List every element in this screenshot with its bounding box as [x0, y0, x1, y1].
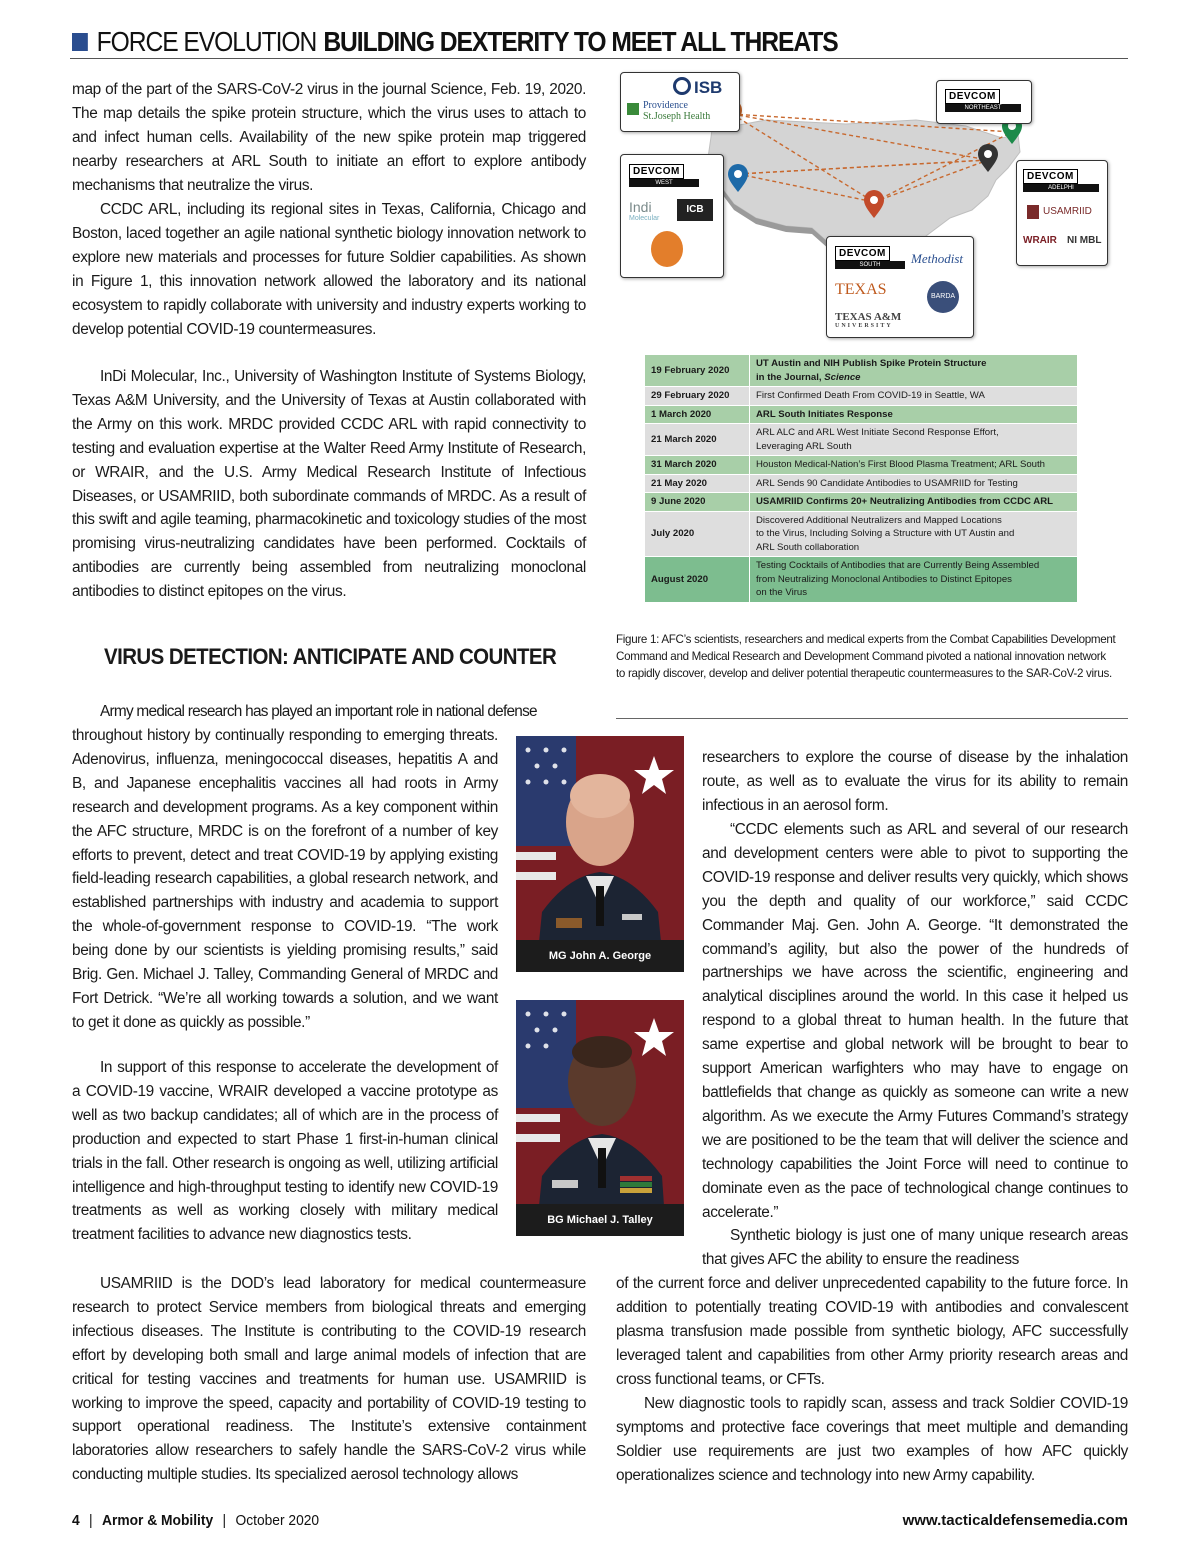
timeline-event-line: from Neutralizing Monoclonal Antibodies to Distinct Epitopes [756, 573, 1012, 585]
timeline-event-line: ARL ALC and ARL West Initiate Second Response Effort, [756, 427, 999, 438]
usamriid-logo: USAMRIID [1043, 206, 1092, 217]
body-paragraph-1: map of the part of the SARS-CoV-2 virus in the journal Science, Feb. 19, 2020. The map details the spike protein structure, which the virus uses to attach to and infect human cells. Availability of the new spike protein map triggered nearby researchers at ARL South to initiate an effort to explore antibody mechanisms that neutralize the virus. [72, 81, 586, 194]
texas-logo: TEXAS [835, 281, 887, 298]
portrait-john-george-image [516, 736, 684, 972]
devcom-west-logo: DEVCOM WEST [629, 161, 699, 187]
section-heading: VIRUS DETECTION: ANTICIPATE AND COUNTER [104, 644, 557, 669]
issue-date: October 2020 [235, 1512, 320, 1529]
methodist-logo: Methodist [911, 251, 963, 266]
header-rule [70, 58, 1128, 59]
timeline-event [750, 424, 1078, 456]
photo-michael-talley [516, 1000, 684, 1236]
timeline-event-line: in the Journal, Science [756, 371, 861, 383]
timeline-date: August 2020 [645, 557, 750, 603]
timeline-event-line: ARL South collaboration [756, 541, 860, 553]
body-paragraph-3: InDi Molecular, Inc., University of Washington Institute of Systems Biology, Texas A&M University, and the University of Texas at Austin collaborated with the Army on this work. MRDC provided CCDC ARL with rapid connectivity to testing and evaluation expertise at the Walter Reed Army Institute of Research, or WRAIR, and the U.S. Army Medical Research Institute of Infectious Diseases, or USAMRIID, both subordinate commands of MRDC. As a result of this swift and agile teaming, pharmacokinetic and toxicology studies of the most promising virus-neutralizing candidates have been performed. Cocktails of antibodies are currently being assembled from neutralizing monoclonal antibodies to distinct epitopes on the virus. [72, 368, 586, 601]
timeline-event-line: First Confirmed Death From COVID-19 in Seattle, WA [756, 390, 985, 401]
barda-seal: BARDA [927, 281, 959, 313]
logo-box-devcom-west [620, 154, 724, 278]
journal-name: Science [824, 371, 861, 383]
timeline-row [645, 557, 1078, 603]
timeline-event-line: ARL South Initiates Response [756, 408, 893, 420]
timeline-date: 29 February 2020 [645, 387, 750, 406]
timeline-event-line: USAMRIID Confirms 20+ Neutralizing Antibodies from CCDC ARL [756, 496, 1053, 507]
timeline-date: 1 March 2020 [645, 405, 750, 424]
magazine-name: Armor & Mobility [101, 1512, 214, 1529]
timeline-event [750, 493, 1078, 512]
isb-logo-icon [673, 77, 691, 95]
section-paragraph-3: USAMRIID is the DOD’s lead laboratory for medical countermeasure research to protect Service members from biological threats and emerging infectious diseases. The Institute is contributing to the COVID-19 research effort by developing both small and large animal models of infection that are critical for testing vaccines and treatments for human use. USAMRIID is working to improve the speed, capacity and portability of COVID-19 testing to support operational readiness. The Institute’s extensive containment laboratories allow researchers to safely handle the SARS-CoV-2 virus while conducting multiple studies. Its specialized aerosol technology allows [72, 1275, 586, 1484]
logo-box-devcom-south [826, 236, 974, 338]
timeline-date: July 2020 [645, 511, 750, 557]
timeline-row [645, 474, 1078, 493]
timeline-row [645, 456, 1078, 475]
timeline-event-line: Discovered Additional Neutralizers and Mapped Locations [756, 514, 1002, 526]
timeline-row [645, 355, 1078, 387]
timeline-event-line: Houston Medical-Nation’s First Blood Plasma Treatment; ARL South [756, 459, 1046, 470]
indi-logo: Indi Molecular [629, 199, 660, 222]
timeline-event [750, 387, 1078, 406]
timeline-event-line: Testing Cocktails of Antibodies that are Currently Being Assembled [756, 560, 1040, 571]
timeline-row [645, 493, 1078, 512]
photo-john-george [516, 736, 684, 972]
texas-am-logo: TEXAS A&M UNIVERSITY [835, 311, 902, 329]
timeline-event-line: to the Virus, Including Solving a Structure with UT Austin and [756, 528, 1015, 539]
timeline-date: 21 March 2020 [645, 424, 750, 456]
right-paragraph-3: of the current force and deliver unprecedented capability to the future force. In addition to potentially treating COVID-19 with antibodies and convalescent plasma transfusion made possible from synthetic biology, AFC successfully leveraged talent and capabilities from other Army priority research areas and cross functional teams, or CFTs. [616, 1275, 1128, 1388]
header-section: FORCE EVOLUTION [96, 26, 317, 57]
isb-logo: ISB [673, 77, 722, 98]
section-paragraph-1-line-1: Army medical research has played an important role in national defense [100, 703, 537, 720]
timeline-table [644, 354, 1078, 603]
icb-logo: ICB [677, 199, 713, 221]
footer-left [72, 1512, 319, 1529]
timeline-event-line: on the Virus [756, 587, 808, 598]
right-paragraph-2: “CCDC elements such as ARL and several of our research and development centers were able to pivot to supporting the COVID-19 response and deliver results very quickly, which shows you the depth and quality of our workforce,” said CCDC Commander Maj. Gen. John A. George. “It demonstrated the command’s agility, but also the power of the hundreds of partnerships we have across the scientific, engineering and analytical disciplines around the world. In this case it helped us respond to a global threat to human health. In the future that same expertise and global network will be brought to bear to support American warfighters who may have to engage on battlefields that change as quickly as someone can write a new algorithm. As we execute the Army Futures Command’s strategy we are positioned to be the team that will deliver the science and technology capabilities the Joint Force will need to continue to dominate even as the pace of technological change continues to accelerate.” [702, 821, 1128, 1221]
timeline-event-line: ARL Sends 90 Candidate Antibodies to USAMRIID for Testing [756, 477, 1018, 489]
timeline-row [645, 405, 1078, 424]
timeline-event [750, 405, 1078, 424]
usamriid-shield-icon [1027, 205, 1039, 219]
page-header [72, 24, 838, 60]
section-paragraph-2: In support of this response to accelerate the development of a COVID-19 vaccine, WRAIR developed a vaccine prototype as well as two backup candidates; all of which are in the process of production and expected to start Phase 1 first-in-human clinical trials in the fall. Other research is ongoing as well, utilizing artificial intelligence and high-throughput testing to identify new COVID-19 treatments as well as working closely with military medical treatment facilities to advance new diagnostics tests. [72, 1059, 498, 1244]
timeline-event [750, 474, 1078, 493]
logo-box-devcom-adelphi [1016, 160, 1108, 266]
timeline-date: 19 February 2020 [645, 355, 750, 387]
providence-logo: Providence St.Joseph Health [643, 100, 711, 122]
figure-map [616, 68, 1112, 346]
footer-separator: | [89, 1512, 93, 1529]
providence-cross-icon [627, 103, 639, 115]
figure-caption: Figure 1: AFC’s scientists, researchers and medical experts from the Combat Capabilities Development Command and Medical Research and Development Command pivoted a national innovation network to rapidly discover, develop and deliver potential therapeutic countermeasures to the SAR-CoV-2 virus. [616, 633, 1116, 680]
footer-separator: | [222, 1512, 227, 1529]
timeline-row [645, 511, 1078, 557]
timeline-date: 21 May 2020 [645, 474, 750, 493]
timeline-date: 9 June 2020 [645, 493, 750, 512]
header-title: BUILDING DEXTERITY TO MEET ALL THREATS [323, 26, 838, 57]
nimbl-logo: NI MBL [1067, 235, 1102, 246]
website-link[interactable]: www.tacticaldefensemedia.com [902, 1512, 1128, 1529]
devcom-adelphi-logo: DEVCOM ADELPHI [1023, 166, 1099, 192]
logo-box-devcom-northeast [936, 80, 1032, 124]
right-paragraph-1: researchers to explore the course of disease by the inhalation route, as well as to evaluate the virus for its ability to remain infectious in an aerosol form. [702, 749, 1128, 814]
timeline-event [750, 355, 1078, 387]
photo-caption: MG John A. George [516, 940, 684, 972]
timeline-event-line: UT Austin and NIH Publish Spike Protein Structure [756, 358, 987, 369]
timeline-event-line: Leveraging ARL South [756, 440, 852, 452]
body-paragraph-2: CCDC ARL, including its regional sites in Texas, California, Chicago and Boston, laced together an agile national synthetic biology innovation network to explore new materials and processes for future Soldier capabilities. As shown in Figure 1, this innovation network allowed the laboratory and its national ecosystem to rapidly collaborate with university and industry experts working to develop potential COVID-19 countermeasures. [72, 201, 586, 338]
portrait-michael-talley-image [516, 1000, 684, 1236]
timeline-date: 31 March 2020 [645, 456, 750, 475]
wrair-logo: WRAIR [1023, 235, 1057, 246]
page-number: 4 [72, 1512, 80, 1529]
timeline-event [750, 557, 1078, 603]
timeline-row [645, 387, 1078, 406]
header-square-icon [72, 33, 88, 51]
devcom-northeast-logo: DEVCOM NORTHEAST [945, 86, 1021, 112]
right-paragraph-3-start: Synthetic biology is just one of many unique research areas that gives AFC the ability to ensure the readiness [702, 1227, 1128, 1268]
logo-box-isb-providence [620, 72, 740, 132]
timeline-event [750, 456, 1078, 475]
timeline-row [645, 424, 1078, 456]
timeline-event [750, 511, 1078, 557]
photo-caption: BG Michael J. Talley [516, 1204, 684, 1236]
devcom-south-logo: DEVCOM SOUTH [835, 243, 905, 269]
right-paragraph-4: New diagnostic tools to rapidly scan, assess and track Soldier COVID-19 symptoms and protective face coverings that meet multiple and demanding Soldier use requirements are just two examples of how AFC quickly operationalizes science and technology into new Army capability. [616, 1395, 1128, 1484]
section-paragraph-1: throughout history by continually responding to emerging threats. Adenovirus, influenza, meningococcal diseases, hepatitis A and B, and Japanese encephalitis vaccines all had roots in Army research and development programs. As a key component within the AFC structure, MRDC is on the forefront of a number of key efforts to prevent, detect and treat COVID-19 by applying existing field-leading research capabilities, a global research network, and established partnerships with industry and academia to support the whole-of-government response to COVID-19. “The work being done by our scientists is yielding promising results,” said Brig. Gen. Michael J. Talley, Commanding General of MRDC and Fort Detrick. “We’re all working towards a solution, and we want to get it done as quickly as possible.” [72, 727, 498, 1031]
figure-rule [616, 718, 1128, 719]
university-seal-icon [651, 231, 683, 267]
